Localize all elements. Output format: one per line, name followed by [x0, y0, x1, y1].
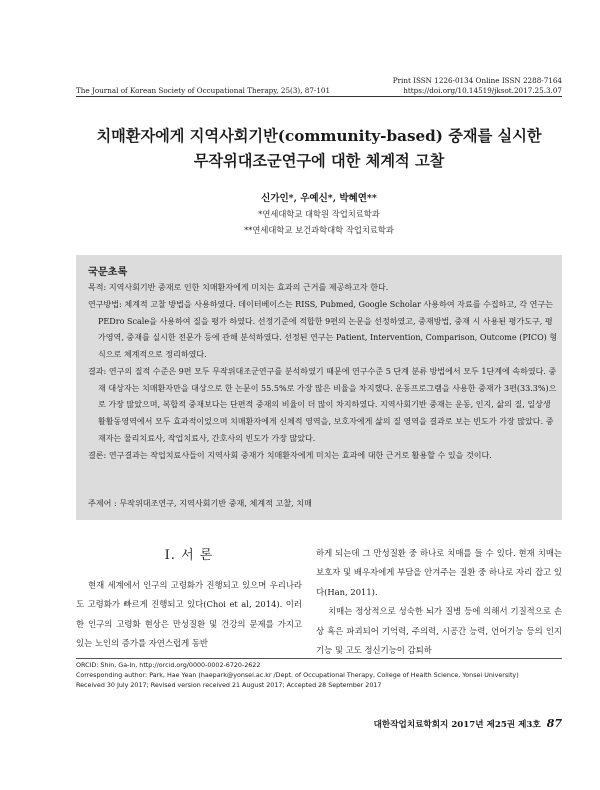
abstract-heading: 국문초록 [88, 266, 128, 278]
intro-paragraph-1: 현재 세계에서 인구의 고령화가 진행되고 있으며 우리나라도 고령화가 빠르게 진행되고 있다(Choi et al, 2014). 이러한 인구의 고령화 현상은 만성질환 및 건강의 문제를 가지고 있는 노인의 증가를 자연스럽게 동반 [76, 580, 302, 649]
body-column-left [76, 576, 302, 654]
running-header-ids [393, 76, 562, 95]
page-number: 87 [546, 717, 562, 730]
section-heading-introduction: Ⅰ. 서 론 [164, 548, 214, 563]
abstract-purpose: 목적: 지역사회기반 중재로 인한 치매환자에게 미치는 효과의 근거를 제공하고자 한다. [88, 283, 389, 292]
footer-journal-issue: 대한작업치료학회지 2017년 제25권 제3호 [373, 720, 541, 730]
footnote-corresponding-author: Corresponding author: Park, Hae Yean (haepark@yonsei.ac.kr /Dept. of Occupational Therapy, College of Health Science, Yonsei University) [76, 671, 519, 679]
affiliation-1: *연세대학교 대학원 작업치료학과 [258, 209, 380, 219]
paper-title [76, 124, 562, 174]
author-list: 신가인*, 우예신*, 박혜연** [261, 193, 377, 204]
footnote-rule [76, 658, 562, 659]
abstract-conclusion: 결론: 연구결과는 작업치료사들이 지역사회 중재가 치매환자에게 미치는 효과에 대한 근거로 활용할 수 있을 것이다. [88, 450, 492, 460]
doi-line: https://doi.org/10.14519/jksot.2017.25.3.07 [403, 85, 562, 95]
body-column-right [316, 544, 562, 660]
intro-paragraph-2: 치매는 정상적으로 성숙한 뇌가 질병 등에 의해서 기질적으로 손상 혹은 파괴되어 기억력, 주의력, 시공간 능력, 언어기능 등의 인지기능 및 고도 정신기능이 감퇴하 [316, 606, 562, 656]
affiliation-2: **연세대학교 보건과학대학 작업치료학과 [244, 225, 394, 235]
footnote-orcid: ORCID: Shin, Ga-In, http://orcid.org/0000-0002-6720-2622 [76, 662, 261, 669]
abstract-keywords: 주제어 : 무작위대조연구, 지역사회기반 중재, 체계적 고찰, 치매 [88, 498, 312, 508]
header-rule [76, 96, 562, 97]
issn-line: Print ISSN 1226-0134 Online ISSN 2288-7164 [392, 76, 562, 85]
page-footer [374, 717, 562, 730]
abstract-methods: 연구방법: 체계적 고찰 방법을 사용하였다. 데이터베이스는 RISS, Pubmed, Google Scholar 사용하여 자료를 수집하고, 각 연구는 PEDro Scale을 사용하여 질을 평가 하였다. 선정기준에 적합한 9편의 논문을 선정하였고, 중재방법, 중재 시 사용된 평가도구, 평가영역, 중재를 실시한 전문가 등에 관해 분석하였다. 선정된 연구는 Patient, Intervention, Comparison, Outcome (PICO) 형식으로 체계적으로 정리하였다. [88, 299, 558, 359]
title-line-1: 치매환자에게 지역사회기반(community-based) 중재를 실시한 [96, 127, 542, 145]
footnotes [76, 661, 519, 690]
intro-paragraph-1-continued: 하게 되는데 그 만성질환 중 하나로 치매를 들 수 있다. 현재 치매는 보호자 및 배우자에게 부담을 안겨주는 질환 중 하나로 자리 잡고 있다(Han, 2011). [316, 548, 562, 597]
footnote-received-dates: Received 30 July 2017; Revised version received 21 August 2017; Accepted 28 September 2017 [76, 681, 382, 689]
title-line-2: 무작위대조군연구에 대한 체계적 고찰 [193, 152, 445, 170]
abstract-results: 결과: 연구의 질적 수준은 9편 모두 무작위대조군연구를 분석하였기 때문에 연구수준 5 단계 분류 방법에서 모두 1단계에 속하였다. 중재 대상자는 치매환자만을 대상으로 한 논문이 55.5%로 가장 많은 비율을 차지했다. 운동프로그램을 사용한 중재가 3편(33.3%)으로 가장 많았으며, 복합적 중재보다는 단편적 중재의 비율이 더 많이 차지하였다. 지역사회기반 중재는 운동, 인지, 삶의 질, 일상생활활동영역에서 모두 효과적이었으며 치매환자에게 신체적 영역을, 보호자에게 삶의 질 영역을 결과로 보는 빈도가 가장 많았다. 중재자는 물리치료사, 작업치료사, 간호사의 빈도가 가장 많았다. [88, 366, 557, 443]
running-header-journal: The Journal of Korean Society of Occupational Therapy, 25(3), 87-101 [76, 86, 331, 95]
abstract-body [88, 280, 558, 464]
